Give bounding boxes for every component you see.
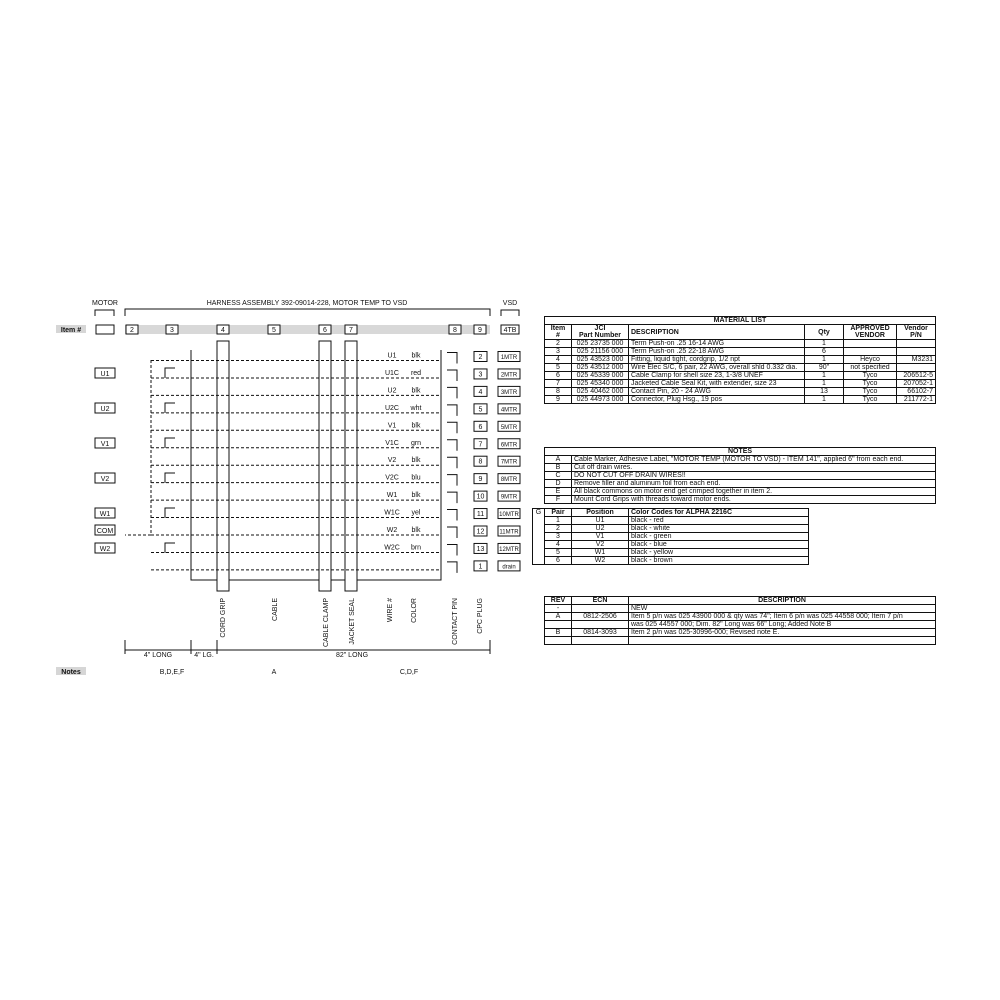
column-label: CABLE — [272, 598, 279, 621]
color-codes-table — [532, 508, 809, 565]
motor-terminal-u1 — [95, 368, 175, 378]
material-row — [545, 388, 936, 396]
material-qty: 1 — [805, 340, 844, 348]
material-jci: 025 44973 000 — [572, 396, 629, 404]
note-row — [545, 488, 936, 496]
material-description: Term Push-on .25 16-14 AWG — [629, 340, 805, 348]
material-item: 4 — [545, 356, 572, 364]
item-box-5 — [268, 325, 280, 334]
wire-number: W2C — [384, 544, 400, 552]
note-letter: A — [545, 456, 572, 464]
wire-number: V1 — [387, 422, 397, 430]
material-qty: 1 — [805, 356, 844, 364]
wire-number: U1 — [387, 352, 397, 360]
color-position: V2 — [572, 541, 629, 549]
cpc-pin-number: 13 — [476, 545, 485, 553]
col-rev: REV — [545, 597, 572, 605]
material-item: 9 — [545, 396, 572, 404]
color-code: black - brown — [629, 557, 809, 565]
material-vendor: Tyco — [844, 396, 897, 404]
cpc-pin-number: 6 — [478, 423, 483, 431]
color-pair: 3 — [545, 533, 572, 541]
motor-terminal-v2 — [95, 473, 175, 483]
material-pn: 206512-5 — [897, 372, 936, 380]
revision-description: Item 5 p/n was 025 43900 000 & qty was 74"; Item 6 p/n was 025 44558 000; Item 7 p/n — [629, 613, 936, 621]
term-pushon-bracket — [165, 438, 175, 448]
notes-vsd-end: C,D,F — [399, 669, 419, 676]
motor-terminal-w2 — [95, 543, 175, 553]
material-description: Connector, Plug Hsg., 19 pos — [629, 396, 805, 404]
material-jci: 025 43512 000 — [572, 364, 629, 372]
material-item: 6 — [545, 372, 572, 380]
wire-row — [151, 509, 520, 521]
motor-terminal-label: U2 — [100, 406, 110, 413]
color-col-codes: Color Codes for ALPHA 2216C — [629, 509, 809, 517]
wire-number: W2 — [386, 527, 398, 534]
revision-rev — [545, 621, 572, 629]
revision-table — [544, 596, 936, 645]
color-code-row — [533, 549, 809, 557]
material-vendor — [844, 348, 897, 356]
wire-number: U1C — [384, 369, 400, 377]
wire-number: U2C — [384, 404, 400, 412]
revision-body — [545, 605, 936, 645]
revision-row — [545, 637, 936, 645]
wire-color: blk — [411, 352, 421, 360]
item-box-6 — [319, 325, 331, 334]
material-description: Fitting, liquid tight, cordgrip, 1/2 npt — [629, 356, 805, 364]
contact-pin-bracket — [447, 422, 457, 433]
material-jci: 025 40462 000 — [572, 388, 629, 396]
item-number: 2 — [130, 327, 134, 334]
material-description: Cable Clamp for shell size 23, 1-3/8 UNEF — [629, 372, 805, 380]
note-letter: F — [545, 496, 572, 504]
material-pn — [897, 364, 936, 372]
revision-row — [545, 629, 936, 637]
item-row-label: Item # — [60, 327, 82, 334]
wire-row — [151, 491, 520, 503]
dim-4-long: 4" LONG — [143, 652, 173, 659]
wire-row — [151, 526, 520, 538]
contact-pin-bracket — [447, 527, 457, 538]
item-number: 4 — [221, 327, 225, 334]
revision-description: NEW — [629, 605, 936, 613]
motor-terminal-label: W2 — [99, 546, 111, 553]
wire-row — [151, 404, 520, 416]
color-pair: 5 — [545, 549, 572, 557]
col-item: Item # — [545, 325, 572, 340]
column-label: CONTACT PIN — [452, 598, 459, 645]
note-letter: B — [545, 464, 572, 472]
item-number: 6 — [323, 327, 327, 334]
note-text: Cable Marker, Adhesive Label, "MOTOR TEMP (MOTOR TO VSD) - ITEM 141", applied 6" from each end. — [572, 456, 936, 464]
notes-table — [544, 447, 936, 504]
term-pushon-bracket — [165, 508, 175, 518]
material-description: Term Push-on .25 22-18 AWG — [629, 348, 805, 356]
motor-terminal-w1 — [95, 508, 175, 518]
note-text: Remove filler and aluminum foil from each end. — [572, 480, 936, 488]
note-text: Mount Cord Grips with threads toward motor ends. — [572, 496, 936, 504]
component-bars — [217, 341, 357, 591]
wire-number: V1C — [385, 439, 399, 447]
cpc-pin-number: 3 — [478, 371, 483, 379]
motor-terminal-u2 — [95, 403, 175, 413]
column-label: CPC PLUG — [477, 598, 484, 634]
cpc-pin-number: 5 — [478, 406, 483, 414]
color-code-row — [533, 533, 809, 541]
cpc-pin-number: 10 — [476, 493, 485, 501]
wire-color: red — [410, 369, 422, 377]
item-number: 5 — [272, 327, 276, 334]
column-label: COLOR — [411, 598, 418, 623]
material-row — [545, 380, 936, 388]
material-list-table — [544, 316, 936, 404]
note-letter: C — [545, 472, 572, 480]
material-row — [545, 372, 936, 380]
dim-82-long: 82" LONG — [335, 652, 369, 659]
vsd-terminal-label: 11MTR — [499, 529, 519, 536]
wire-color: blu — [411, 474, 421, 482]
color-code: black - blue — [629, 541, 809, 549]
note-row — [545, 496, 936, 504]
color-codes-body — [533, 509, 809, 565]
wire-row — [151, 439, 520, 451]
material-row — [545, 356, 936, 364]
material-pn: 66102-7 — [897, 388, 936, 396]
material-qty: 1 — [805, 380, 844, 388]
color-position: W1 — [572, 549, 629, 557]
color-pair: 1 — [545, 517, 572, 525]
revision-ecn: 0814-3093 — [572, 629, 629, 637]
wire-color: blk — [411, 422, 421, 430]
contact-pin-bracket — [447, 440, 457, 451]
item-row-bar — [125, 325, 490, 334]
note-text: DO NOT CUT OFF DRAIN WIRES!! — [572, 472, 936, 480]
harness-title: HARNESS ASSEMBLY 392-09014-228, MOTOR TEMP TO VSD — [206, 300, 408, 307]
item-number: 9 — [478, 327, 482, 334]
wire-number: V2 — [387, 457, 397, 465]
motor-terminal-label: V2 — [100, 476, 110, 483]
wire-color: grn — [410, 439, 422, 447]
column-labels — [220, 598, 484, 647]
header-brackets — [95, 309, 519, 316]
vsd-label: VSD — [502, 300, 518, 307]
material-item: 2 — [545, 340, 572, 348]
term-pushon-bracket — [165, 473, 175, 483]
item-box-4 — [217, 325, 229, 334]
note-row — [545, 480, 936, 488]
revision-row — [545, 613, 936, 621]
motor-terminal-label: COM — [96, 528, 114, 535]
revision-rev: - — [545, 605, 572, 613]
item-box-4TB — [501, 325, 519, 334]
color-code: black - red — [629, 517, 809, 525]
wire-row — [151, 456, 520, 468]
item-box-8 — [449, 325, 461, 334]
wire-color: yel — [411, 509, 421, 517]
revision-description: was 025 44557 000; Dim. 82" Long was 66" Long; Added Note B — [629, 621, 936, 629]
material-qty: 13 — [805, 388, 844, 396]
note-row — [545, 456, 936, 464]
color-pair: 2 — [545, 525, 572, 533]
cpc-pin-number: 12 — [476, 528, 485, 536]
contact-pin-bracket — [447, 510, 457, 521]
motor-terminal-label: W1 — [99, 511, 111, 518]
note-row — [545, 464, 936, 472]
vsd-terminal-label: 9MTR — [500, 494, 518, 501]
material-vendor: not specified — [844, 364, 897, 372]
color-code: black - white — [629, 525, 809, 533]
term-pushon-bracket — [165, 368, 175, 378]
motor-item-box — [96, 325, 114, 334]
item-box-2 — [126, 325, 138, 334]
material-pn: 211772-1 — [897, 396, 936, 404]
dim-4-lg: 4" LG. — [194, 652, 214, 659]
material-pn — [897, 340, 936, 348]
color-code-row — [533, 541, 809, 549]
material-jci: 025 21156 000 — [572, 348, 629, 356]
revision-row — [545, 605, 936, 613]
wire-row — [151, 352, 520, 364]
col-ecn: ECN — [572, 597, 629, 605]
contact-pin-bracket — [447, 370, 457, 381]
cpc-pin-number: 11 — [476, 511, 485, 519]
cable-dashed-left — [125, 360, 151, 535]
color-code-row — [533, 525, 809, 533]
color-col-position: Position — [572, 509, 629, 517]
dimension-lines — [125, 640, 490, 654]
color-pair: 4 — [545, 541, 572, 549]
contact-pin-bracket — [447, 387, 457, 398]
material-item: 7 — [545, 380, 572, 388]
color-code-row — [533, 557, 809, 565]
color-position: V1 — [572, 533, 629, 541]
wire-color: brn — [410, 544, 422, 552]
revision-description: Item 2 p/n was 025-30996-000; Revised note E. — [629, 629, 936, 637]
vsd-terminal-label: 5MTR — [500, 424, 518, 431]
material-row — [545, 364, 936, 372]
cpc-pin-number: 7 — [478, 441, 483, 449]
note-text: All black commons on motor end get crimped together in item 2. — [572, 488, 936, 496]
note-g-letter: G — [533, 509, 545, 565]
vsd-terminal-label: 4MTR — [500, 407, 518, 414]
material-vendor — [844, 340, 897, 348]
color-code: black - yellow — [629, 549, 809, 557]
wire-row — [151, 543, 520, 555]
column-label: WIRE # — [387, 598, 394, 623]
col-jci: JCI Part Number — [572, 325, 629, 340]
material-description: Contact Pin, 20 - 24 AWG — [629, 388, 805, 396]
contact-pin-bracket — [447, 405, 457, 416]
wire-color: blk — [411, 527, 421, 534]
revision-rev: B — [545, 629, 572, 637]
material-qty: 6 — [805, 348, 844, 356]
notes-body — [545, 456, 936, 504]
cpc-pin-number: 2 — [478, 354, 483, 361]
wire-color: blk — [411, 492, 421, 500]
cpc-pin-number: 4 — [478, 388, 483, 396]
material-list-body — [545, 340, 936, 404]
material-pn: 207052-1 — [897, 380, 936, 388]
col-description: DESCRIPTION — [629, 325, 805, 340]
vsd-terminal-label: 12MTR — [499, 546, 519, 553]
col-rev-description: DESCRIPTION — [629, 597, 936, 605]
cpc-pin-number: 9 — [478, 476, 483, 484]
material-jci: 025 43523 000 — [572, 356, 629, 364]
column-label: CORD GRIP — [220, 598, 227, 638]
revision-ecn: 0812-2506 — [572, 613, 629, 621]
column-label: CABLE CLAMP — [323, 598, 330, 648]
revision-ecn — [572, 621, 629, 629]
material-vendor: Tyco — [844, 388, 897, 396]
material-row — [545, 396, 936, 404]
color-header-row — [533, 509, 809, 517]
color-col-pair: Pair — [545, 509, 572, 517]
item-number: 4TB — [503, 327, 517, 334]
color-position: W2 — [572, 557, 629, 565]
revision-ecn — [572, 637, 629, 645]
revision-description — [629, 637, 936, 645]
note-row — [545, 472, 936, 480]
motor-terminal-label: V1 — [100, 441, 110, 448]
motor-terminal-com — [95, 525, 115, 535]
material-item: 8 — [545, 388, 572, 396]
material-item: 3 — [545, 348, 572, 356]
note-text: Cut off drain wires. — [572, 464, 936, 472]
wire-row — [151, 369, 520, 381]
wire-row — [151, 386, 520, 398]
material-list-title: MATERIAL LIST — [545, 317, 936, 325]
wire-color: wht — [410, 404, 422, 412]
notes-motor-end: B,D,E,F — [159, 669, 185, 676]
material-vendor: Heyco — [844, 356, 897, 364]
color-position: U1 — [572, 517, 629, 525]
wire-number: W1 — [386, 492, 398, 500]
material-pn — [897, 348, 936, 356]
material-row — [545, 340, 936, 348]
vsd-terminal-label: drain — [502, 564, 516, 571]
notes-title: NOTES — [545, 448, 936, 456]
notes-row-label: Notes — [61, 669, 81, 676]
col-vendor: APPROVED VENDOR — [844, 325, 897, 340]
material-qty: 1 — [805, 396, 844, 404]
note-letter: D — [545, 480, 572, 488]
wire-row — [151, 474, 520, 486]
vsd-terminal-label: 10MTR — [499, 512, 519, 519]
vsd-terminal-label: 3MTR — [500, 389, 518, 396]
term-pushon-bracket — [165, 403, 175, 413]
item-number: 7 — [349, 327, 353, 334]
motor-terminal-v1 — [95, 438, 175, 448]
cpc-pin-number: 1 — [478, 563, 483, 571]
motor-terminal-label: U1 — [100, 371, 110, 378]
wire-number: V2C — [385, 474, 399, 482]
color-code: black - green — [629, 533, 809, 541]
contact-pin-bracket — [447, 544, 457, 555]
wire-number: U2 — [387, 387, 397, 395]
vsd-terminal-label: 1MTR — [500, 355, 518, 361]
color-code-row — [533, 517, 809, 525]
revision-rev: A — [545, 613, 572, 621]
material-item: 5 — [545, 364, 572, 372]
wire-rows — [151, 352, 520, 573]
material-vendor: Tyco — [844, 380, 897, 388]
wire-row — [151, 421, 520, 433]
material-jci: 025 45339 000 — [572, 372, 629, 380]
cpc-pin-number: 8 — [478, 458, 483, 466]
note-letter: E — [545, 488, 572, 496]
material-qty: 90" — [805, 364, 844, 372]
contact-pin-bracket — [447, 475, 457, 486]
item-box-3 — [166, 325, 178, 334]
item-box-7 — [345, 325, 357, 334]
motor-label: MOTOR — [92, 300, 118, 307]
term-pushon-bracket — [165, 543, 175, 553]
material-qty: 1 — [805, 372, 844, 380]
column-label: JACKET SEAL — [349, 598, 356, 645]
material-jci: 025 23735 000 — [572, 340, 629, 348]
wire-color: blk — [411, 387, 421, 395]
color-pair: 6 — [545, 557, 572, 565]
item-number: 8 — [453, 327, 457, 334]
material-pn: M3231 — [897, 356, 936, 364]
revision-rev — [545, 637, 572, 645]
material-description: Wire Elec S/C, 6 pair, 22 AWG, overall shld 0.332 dia. — [629, 364, 805, 372]
contact-pin-bracket — [447, 457, 457, 468]
revision-ecn — [572, 605, 629, 613]
wire-number: W1C — [384, 509, 400, 517]
col-vendor-pn: Vendor P/N — [897, 325, 936, 340]
contact-pin-bracket — [447, 353, 457, 364]
vsd-terminal-label: 7MTR — [500, 459, 518, 466]
vsd-terminal-label: 8MTR — [500, 477, 518, 484]
wire-color: blk — [411, 457, 421, 465]
material-row — [545, 348, 936, 356]
item-box-9 — [474, 325, 486, 334]
item-number: 3 — [170, 327, 174, 334]
contact-pin-bracket — [447, 562, 457, 573]
material-jci: 025 45340 000 — [572, 380, 629, 388]
material-description: Jacketed Cable Seal Kit, with extender, size 23 — [629, 380, 805, 388]
contact-pin-bracket — [447, 492, 457, 503]
vsd-terminal-label: 2MTR — [500, 372, 518, 379]
notes-cable: A — [271, 669, 277, 676]
col-qty: Qty — [805, 325, 844, 340]
wire-row — [151, 561, 520, 573]
color-position: U2 — [572, 525, 629, 533]
vsd-terminal-label: 6MTR — [500, 442, 518, 449]
material-vendor: Tyco — [844, 372, 897, 380]
revision-row — [545, 621, 936, 629]
